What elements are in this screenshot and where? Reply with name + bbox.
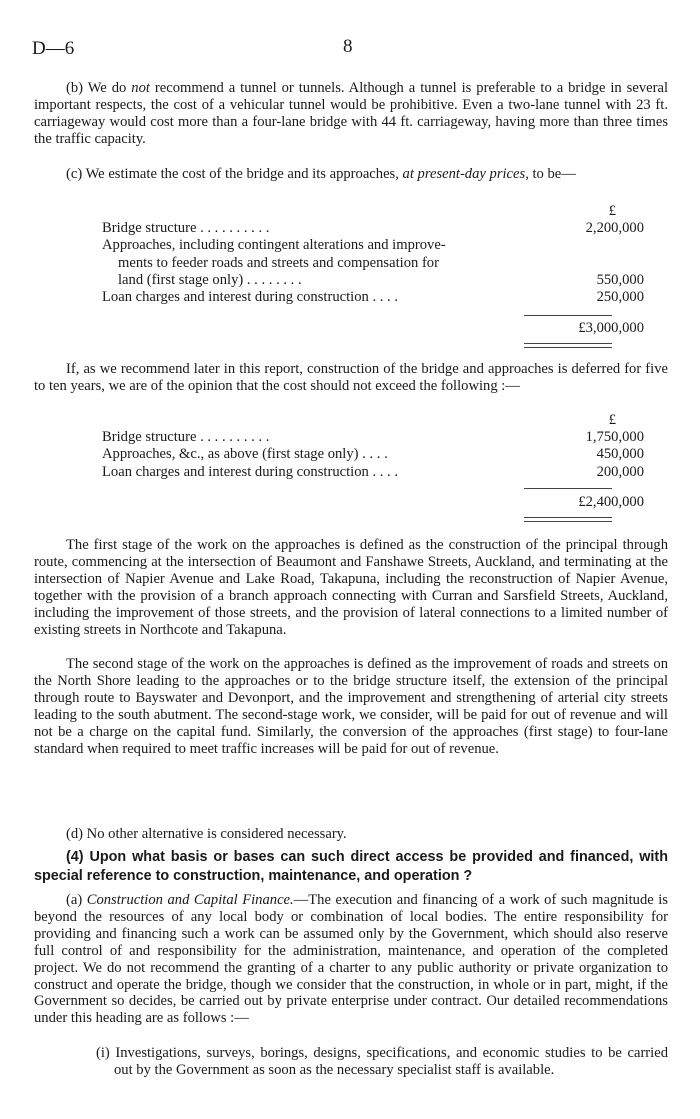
list-item-i [34,1045,668,1079]
paragraph-d [34,826,668,843]
cost-row-amount: 2,200,000 [585,220,644,237]
paragraph-c [34,166,668,183]
paragraph-a-text: —The execution and financing of a work of such magnitude is beyond the resources of any local body or combination of local bodies. The entire responsibility for providing and financing such a work can be assumed only by the Government, which should also reserve full control of and responsibility for the administration, maintenance, and operation of the completed project. We do not recommend the granting of a charter to any public authority or private organization to construct and operate the bridge, though we consider that the construction, in whole or in part, might, if the Government so decides, be carried out by private enterprise under contract. Our detailed recommendations under this heading are as follows :— [34,892,668,1027]
cost-row-amount: 250,000 [596,288,644,305]
cost-row-label: ments to feeder roads and streets and compensation for [118,254,439,271]
subtotal-rule [524,488,612,489]
total-double-rule [524,343,612,348]
paragraph-c-prefix: (c) We estimate the cost of the bridge and its approaches, [66,166,403,182]
cost-row-amount: 200,000 [596,463,644,480]
subtotal-rule [524,315,612,316]
paragraph-b-text: recommend a tunnel or tunnels. Although a tunnel is preferable to a bridge in several important respects, the cost of a vehicular tunnel would be prohibitive. Even a two-lane tunnel with 23 ft. carriageway would cost more than a four-lane bridge with 44 ft. carriageway, having more than three times the traffic capacity. [34,80,669,147]
cost-row-label: Bridge structure . . . . . . . . . . [102,220,270,237]
currency-symbol: £ [608,412,616,428]
paragraph-c-suffix: to be— [528,166,576,182]
paragraph-d-text: (d) No other alternative is considered necessary. [66,826,347,842]
cost-row-label: Loan charges and interest during construction . . . . [102,288,398,305]
cost-row-label: Bridge structure . . . . . . . . . . [102,429,270,446]
paragraph-c-emphasis: at present-day prices, [402,166,529,182]
paragraph-b-prefix: (b) We do [66,80,132,96]
cost-row-label: land (first stage only) . . . . . . . . [118,271,302,288]
cost-total: £3,000,000 [578,320,644,336]
section-heading-4-text: (4) Upon what basis or bases can such direct access be provided and financed, with special reference to construction, maintenance, and operation ? [34,849,668,884]
cost-table-deferred [34,412,668,510]
cost-row-label: Loan charges and interest during construction . . . . [102,463,398,480]
cost-row-label: Approaches, including contingent alterations and improve- [102,237,446,254]
page-number: 8 [343,36,353,57]
paragraph-second-stage-text: The second stage of the work on the approaches is defined as the improvement of roads and streets on the North Shore leading to the approaches or to the bridge structure itself, the extension of the principal through route to Bayswater and Devonport, and the improvement and strengthening of arterial city streets leading to the south abutment. The second-stage work, we consider, will be paid for out of revenue and will not be a charge on the capital fund. Similarly, the conversion of the approaches (first stage) to four-lane standard when required to meet traffic increases will be paid for out of revenue. [34,656,668,757]
paragraph-a [34,892,668,1027]
cost-row-amount: 1,750,000 [585,429,644,446]
cost-row-amount: 450,000 [596,446,644,463]
paragraph-first-stage-text: The first stage of the work on the approaches is defined as the construction of the principal through route, commencing at the intersection of Beaumont and Fanshawe Streets, Auckland, and terminating at the intersection of Napier Avenue and Lake Road, Takapuna, including the reconstruction of Napier Avenue, together with the provision of a branch approach connecting with Curran and Sarsfield Streets, Auckland, including the improvement of those streets, and the provision of lateral connections to a limited number of existing streets in Northcote and Takapuna. [34,537,668,638]
cost-row-amount: 550,000 [596,271,644,288]
total-double-rule [524,517,612,522]
paragraph-second-stage [34,656,668,757]
cost-row-label: Approaches, &c., as above (first stage only) . . . . [102,446,388,463]
paragraph-first-stage [34,537,668,638]
document-reference: D—6 [32,38,75,59]
currency-symbol: £ [608,203,616,219]
list-item-i-text: (i) Investigations, surveys, borings, designs, specifications, and economic studies to be carried out by the Government as soon as the necessary specialist staff is available. [96,1045,668,1078]
paragraph-deferral [34,361,668,395]
cost-table-present [34,203,668,336]
paragraph-b [34,80,668,148]
section-heading-4 [34,848,668,886]
paragraph-a-prefix: (a) [66,892,87,908]
paragraph-deferral-text: If, as we recommend later in this report, construction of the bridge and approaches is deferred for five to ten years, we are of the opinion that the cost should not exceed the following :— [34,361,668,394]
paragraph-b-emphasis: not [131,80,150,96]
cost-total: £2,400,000 [578,494,644,510]
paragraph-a-emphasis: Construction and Capital Finance. [86,892,294,908]
